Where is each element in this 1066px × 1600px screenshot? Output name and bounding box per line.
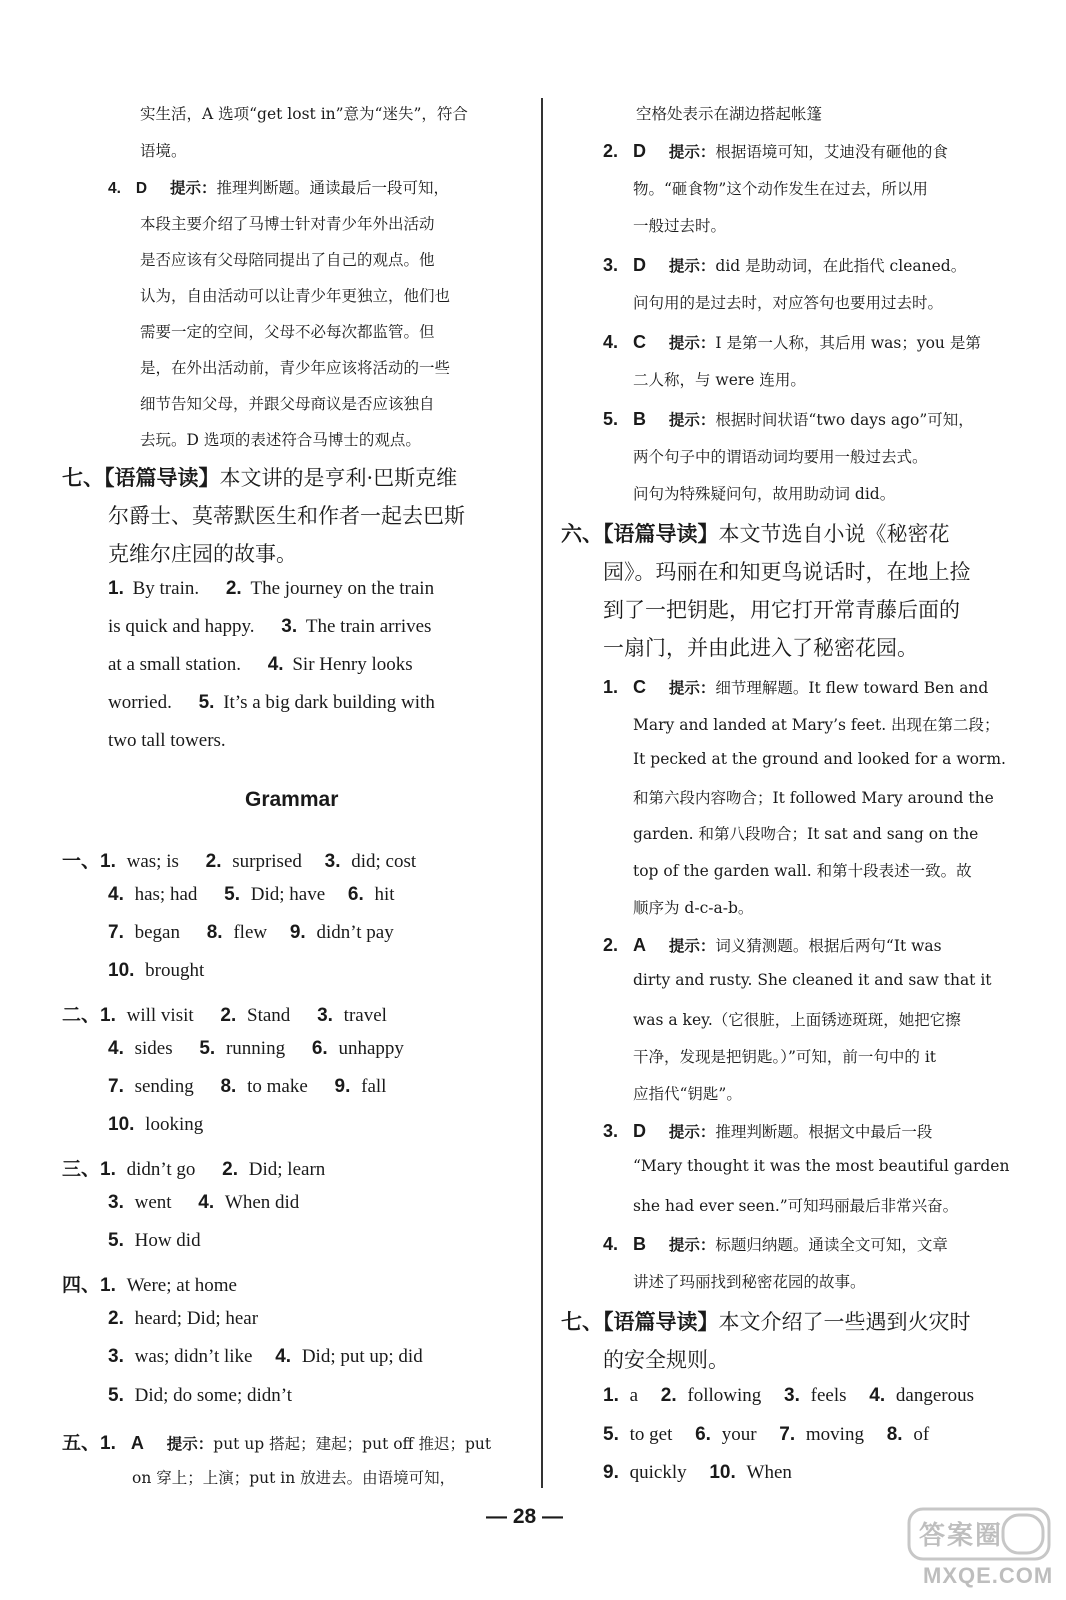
tip-label: 提示： (668, 334, 716, 352)
item-number: 3. (324, 851, 341, 872)
answer-choice: A (632, 935, 646, 955)
answer-text: unhappy (338, 1038, 404, 1059)
text-line: 应指代“钥匙”。 (633, 1085, 742, 1103)
answer-text: to get (629, 1424, 673, 1445)
answer-text: surprised (232, 851, 302, 872)
answer-row (62, 1154, 325, 1181)
item-number: 4. (603, 332, 619, 352)
item-number: 9. (334, 1076, 351, 1097)
item-number: 2. (220, 1005, 237, 1026)
item-number: 9. (603, 1462, 619, 1483)
text-line: 二人称，与 were 连用。 (633, 371, 806, 389)
watermark-text: 答案圈 (919, 1521, 1004, 1551)
tip-text: 推理判断题。根据文中最后一段 (715, 1123, 933, 1141)
tip-label: 提示： (668, 143, 716, 161)
item-number: 2. (205, 851, 222, 872)
answer-item-5-1 (62, 1428, 491, 1455)
text-line: 两个句子中的谓语动词均要用一般过去式。 (633, 448, 928, 466)
answer-text: has; had (134, 884, 198, 905)
answer-item-2 (603, 140, 948, 162)
answer-choice: C (632, 677, 646, 697)
section-heading: Grammar (245, 788, 339, 811)
item-number: 6. (695, 1424, 711, 1445)
watermark-url: MXQE.COM (923, 1563, 1054, 1588)
item-number: 1. (100, 1433, 116, 1454)
answer-row (108, 1346, 423, 1368)
answer-row (108, 1230, 201, 1252)
item-number: 4. (869, 1385, 886, 1406)
section-mark: 三、 (62, 1158, 101, 1180)
text-line: Mary and landed at Mary’s feet. 出现在第二段； (633, 716, 1000, 734)
answer-text: went (134, 1192, 172, 1213)
text-line: 园》。玛丽在和知更鸟说话时，在地上捡 (603, 560, 971, 584)
answer-choice: A (130, 1433, 144, 1453)
answer-text: to make (247, 1076, 308, 1097)
answer-text: running (225, 1038, 286, 1059)
item-number: 5. (198, 692, 215, 713)
text-line: It pecked at the ground and looked for a worm. (633, 750, 1006, 768)
answer-row (603, 1424, 929, 1446)
text-line: she had ever seen.”可知玛丽最后非常兴奋。 (633, 1197, 959, 1215)
answer-text: heard; Did; hear (134, 1308, 259, 1329)
section-mark: 七、 (561, 1310, 603, 1334)
tip-text: 根据语境可知，艾迪没有砸他的食 (715, 143, 948, 161)
item-number: 7. (779, 1424, 796, 1445)
answer-row (108, 1114, 203, 1136)
answer-row (108, 1076, 386, 1098)
answer-item-6-2 (603, 934, 942, 956)
answer-text: didn’t pay (316, 922, 394, 943)
answer-item-6-1 (603, 676, 988, 698)
text-line: 去玩。D 选项的表述符合马博士的观点。 (140, 431, 421, 449)
answer-text: It’s a big dark building with (223, 692, 435, 713)
answer-text: worried. (108, 692, 172, 713)
tip-label: 提示： (668, 679, 716, 697)
item-number: 3. (108, 1192, 124, 1213)
text-line: 的安全规则。 (603, 1348, 729, 1372)
item-number: 5. (199, 1038, 216, 1059)
answer-text: dangerous (895, 1385, 974, 1406)
item-number: 1. (100, 1159, 116, 1180)
answer-text: travel (343, 1005, 387, 1026)
tip-text: I 是第一人称，其后用 was；you 是第 (715, 334, 981, 352)
answer-text: How did (134, 1230, 201, 1251)
item-number: 1. (100, 851, 116, 872)
item-number: 4. (275, 1346, 292, 1367)
item-number: 5. (224, 884, 241, 905)
answer-text: was; didn’t like (134, 1346, 253, 1367)
answer-text: a (629, 1385, 639, 1406)
section-tag: 【语篇导读】 (104, 466, 220, 490)
answer-choice: D (135, 180, 148, 197)
answer-text: Did; learn (248, 1159, 326, 1180)
answer-text: looking (145, 1114, 204, 1135)
answer-text: following (687, 1385, 762, 1406)
answer-text: feels (810, 1385, 847, 1406)
item-number: 8. (220, 1076, 237, 1097)
answer-row (108, 1192, 299, 1214)
answer-text: began (134, 922, 180, 943)
item-number: 1. (603, 677, 619, 697)
answer-text: moving (805, 1424, 864, 1445)
tip-text: put up 搭起；建起；put off 推迟；put (213, 1435, 492, 1453)
answer-row (62, 846, 416, 873)
text-line: garden. 和第八段吻合；It sat and sang on the (633, 825, 979, 843)
item-number: 10. (108, 960, 135, 981)
text-line: 本段主要介绍了马博士针对青少年外出活动 (140, 215, 435, 233)
item-number: 5. (603, 1424, 619, 1445)
tip-text: 细节理解题。It flew toward Ben and (715, 679, 989, 697)
item-number: 2. (108, 1308, 124, 1329)
answer-item-6-3 (603, 1120, 932, 1142)
section-tag: 【语篇导读】 (603, 522, 719, 546)
text-line: 讲述了玛丽找到秘密花园的故事。 (633, 1273, 866, 1291)
item-number: 4. (108, 1038, 124, 1059)
item-number: 2. (222, 1159, 239, 1180)
answer-text: quickly (629, 1462, 687, 1483)
answer-text: When (746, 1462, 792, 1483)
answer-text: did; cost (351, 851, 417, 872)
tip-text: 根据时间状语“two days ago”可知， (715, 411, 974, 429)
text-line: 干净，发现是把钥匙。）”可知，前一句中的 it (633, 1048, 937, 1066)
section-tag: 【语篇导读】 (603, 1310, 719, 1334)
answer-text: When did (224, 1192, 300, 1213)
text-line: 顺序为 d-c-a-b。 (633, 899, 754, 917)
text-line: 一般过去时。 (633, 217, 727, 235)
intro-text: 本文节选自小说《秘密花 (718, 522, 950, 546)
text-line: 克维尔庄园的故事。 (108, 542, 297, 566)
answer-text: was; is (126, 851, 179, 872)
answer-choice: B (632, 1234, 646, 1254)
answer-text: didn’t go (126, 1159, 196, 1180)
answer-text: is quick and happy. (108, 616, 255, 637)
section-mark: 七、 (62, 466, 104, 490)
answer-item-6-4 (603, 1233, 948, 1255)
intro-text: 本文讲的是亨利·巴斯克维 (219, 466, 458, 490)
tip-text: 词义猜测题。根据后两句“It was (715, 937, 942, 955)
answer-text: Did; put up; did (301, 1346, 423, 1367)
answer-row (108, 1308, 258, 1330)
item-number: 4. (108, 180, 121, 197)
answer-row (108, 730, 226, 752)
item-number: 5. (108, 1385, 124, 1406)
text-line: 一扇门，并由此进入了秘密花园。 (603, 636, 918, 660)
item-number: 5. (108, 1230, 124, 1251)
item-number: 3. (108, 1346, 124, 1367)
answer-row (603, 1462, 792, 1484)
text-line: was a key.（它很脏，上面锈迹斑斑，她把它擦 (633, 1011, 961, 1029)
answer-item-4 (108, 176, 449, 198)
answer-text: hit (374, 884, 395, 905)
answer-choice: C (632, 332, 646, 352)
item-number: 4. (108, 884, 124, 905)
item-number: 3. (603, 1121, 619, 1141)
answer-text: will visit (126, 1005, 194, 1026)
answer-text: By train. (132, 578, 200, 599)
answer-text: Did; do some; didn’t (134, 1385, 293, 1406)
answer-choice: D (632, 141, 646, 161)
text-line: 和第六段内容吻合；It followed Mary around the (633, 789, 994, 807)
answer-row (108, 884, 395, 906)
tip-text: 推理判断题。通读最后一段可知， (216, 179, 450, 197)
section-mark: 二、 (62, 1004, 101, 1026)
section-mark: 五、 (62, 1432, 101, 1454)
answer-row (108, 922, 394, 944)
text-line: 问句用的是过去时，对应答句也要用过去时。 (633, 294, 944, 312)
answer-choice: D (632, 1121, 646, 1141)
section-mark: 六、 (561, 522, 603, 546)
item-number: 2. (225, 578, 242, 599)
item-number: 7. (108, 1076, 124, 1097)
item-number: 1. (100, 1005, 116, 1026)
item-number: 6. (311, 1038, 328, 1059)
answer-text: brought (145, 960, 205, 981)
answer-text: fall (361, 1076, 387, 1097)
item-number: 4. (603, 1234, 619, 1254)
answer-text: flew (233, 922, 268, 943)
item-number: 5. (603, 409, 619, 429)
answer-row (108, 960, 204, 982)
answer-row (108, 1038, 404, 1060)
text-line: “Mary thought it was the most beautiful garden (633, 1157, 1010, 1175)
answer-item-3 (603, 254, 966, 276)
section-7-intro (62, 462, 457, 492)
text-line: dirty and rusty. She cleaned it and saw that it (633, 971, 992, 989)
answer-row (62, 1000, 387, 1027)
tip-label: 提示： (170, 179, 217, 197)
item-number: 3. (317, 1005, 333, 1026)
section-mark: 四、 (62, 1274, 101, 1296)
tip-label: 提示： (668, 257, 716, 275)
answer-row (108, 616, 431, 638)
answer-text: The journey on the train (250, 578, 435, 599)
answer-text: Were; at home (126, 1275, 237, 1296)
answer-text: your (721, 1424, 757, 1445)
text-line: 物。“砸食物”这个动作发生在过去，所以用 (633, 180, 928, 198)
tip-label: 提示： (668, 1123, 716, 1141)
item-number: 3. (281, 616, 298, 637)
answer-text: at a small station. (108, 654, 241, 675)
answer-text: The train arrives (305, 616, 432, 637)
answer-row (108, 1385, 292, 1407)
answer-text: of (913, 1424, 930, 1445)
answer-row (62, 1270, 237, 1297)
answer-text: sending (134, 1076, 194, 1097)
tip-label: 提示： (668, 411, 716, 429)
answer-item-5 (603, 408, 974, 430)
item-number: 2. (603, 141, 619, 161)
section-6-intro (561, 518, 950, 548)
item-number: 8. (206, 922, 223, 943)
answer-item-4 (603, 331, 981, 353)
text-line: 细节告知父母，并跟父母商议是否应该独自 (140, 395, 435, 413)
text-line: 空格处表示在湖边搭起帐篷 (636, 105, 823, 123)
item-number: 9. (289, 922, 306, 943)
item-number: 1. (100, 1275, 116, 1296)
section-7-intro (561, 1306, 971, 1336)
tip-label: 提示： (166, 1435, 214, 1453)
answer-row (108, 654, 413, 676)
item-number: 6. (347, 884, 364, 905)
item-number: 8. (886, 1424, 903, 1445)
item-number: 10. (108, 1114, 135, 1135)
answer-choice: D (632, 255, 646, 275)
item-number: 2. (603, 935, 619, 955)
answer-text: two tall towers. (108, 730, 226, 751)
answer-text: sides (134, 1038, 173, 1059)
text-line: 需要一定的空间，父母不必每次都监管。但 (140, 323, 435, 341)
watermark-logo (905, 1505, 1055, 1593)
page-number: — 28 — (486, 1505, 564, 1528)
tip-text: did 是助动词，在此指代 cleaned。 (715, 257, 967, 275)
text-line: 语境。 (140, 142, 187, 160)
text-line: on 穿上；上演；put in 放进去。由语境可知， (132, 1469, 456, 1487)
item-number: 10. (709, 1462, 736, 1483)
tip-text: 标题归纳题。通读全文可知，文章 (715, 1236, 948, 1254)
tip-label: 提示： (668, 1236, 716, 1254)
text-line: top of the garden wall. 和第十段表述一致。故 (633, 862, 972, 880)
item-number: 1. (603, 1385, 619, 1406)
text-line: 是否应该有父母陪同提出了自己的观点。他 (140, 251, 435, 269)
text-line: 尔爵士、莫蒂默医生和作者一起去巴斯 (108, 504, 465, 528)
answer-row (108, 578, 434, 600)
item-number: 7. (108, 922, 124, 943)
column-divider (541, 98, 543, 1488)
answer-text: Did; have (250, 884, 326, 905)
text-line: 认为，自由活动可以让青少年更独立，他们也 (140, 287, 451, 305)
answer-row (603, 1385, 974, 1407)
item-number: 2. (660, 1385, 677, 1406)
item-number: 4. (198, 1192, 215, 1213)
item-number: 3. (603, 255, 619, 275)
tip-label: 提示： (668, 937, 716, 955)
text-line: 是，在外出活动前，青少年应该将活动的一些 (140, 359, 451, 377)
answer-text: Stand (247, 1005, 291, 1026)
intro-text: 本文介绍了一些遇到火灾时 (718, 1310, 971, 1334)
item-number: 1. (108, 578, 124, 599)
text-line: 实生活，A 选项“get lost in”意为“迷失”，符合 (140, 105, 468, 123)
text-line: 到了一把钥匙，用它打开常青藤后面的 (603, 598, 960, 622)
item-number: 3. (784, 1385, 800, 1406)
text-line: 问句为特殊疑问句，故用助动词 did。 (633, 485, 896, 503)
section-mark: 一、 (62, 850, 101, 872)
answer-text: Sir Henry looks (292, 654, 413, 675)
answer-row (108, 692, 435, 714)
item-number: 4. (267, 654, 284, 675)
answer-choice: B (632, 409, 646, 429)
